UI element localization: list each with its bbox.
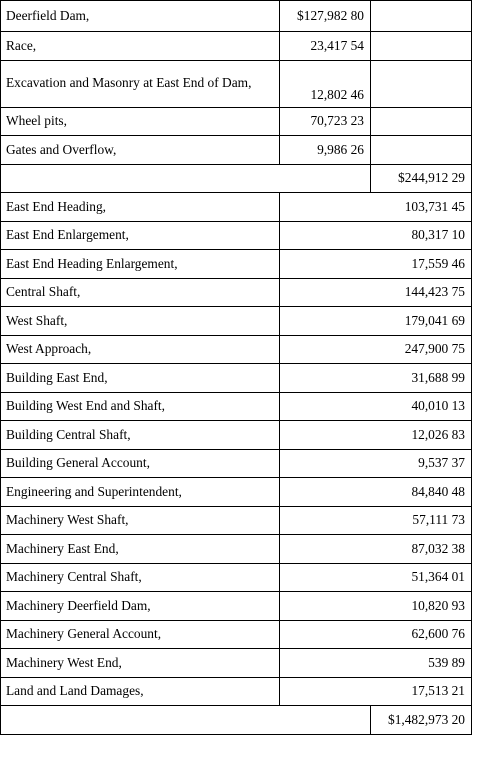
item-label: Land and Land Damages,	[1, 677, 280, 706]
table-row	[1, 107, 472, 136]
item-label: Wheel pits,	[1, 107, 280, 136]
item-amount: 12,802 46	[280, 60, 371, 107]
table-row	[1, 449, 472, 478]
item-label: Race,	[1, 32, 280, 61]
table-row	[1, 136, 472, 165]
empty-cell	[371, 60, 472, 107]
item-label: East End Heading Enlargement,	[1, 250, 280, 279]
subtotal-amount: $244,912 29	[371, 164, 472, 193]
empty-cell	[371, 32, 472, 61]
item-label: Machinery General Account,	[1, 620, 280, 649]
item-amount: 40,010 13	[280, 392, 472, 421]
table-row	[1, 592, 472, 621]
item-label: East End Heading,	[1, 193, 280, 222]
item-amount: 10,820 93	[280, 592, 472, 621]
item-amount: 87,032 38	[280, 535, 472, 564]
table-row	[1, 677, 472, 706]
item-amount: 70,723 23	[280, 107, 371, 136]
item-amount: 31,688 99	[280, 364, 472, 393]
table-row	[1, 478, 472, 507]
item-amount: 51,364 01	[280, 563, 472, 592]
table-row	[1, 506, 472, 535]
table-row	[1, 278, 472, 307]
item-amount: 80,317 10	[280, 221, 472, 250]
item-label: Building East End,	[1, 364, 280, 393]
table-row	[1, 32, 472, 61]
subtotal-row	[1, 164, 472, 193]
table-row	[1, 250, 472, 279]
expenditure-table-body	[1, 1, 472, 735]
item-label: Engineering and Superintendent,	[1, 478, 280, 507]
item-amount: 179,041 69	[280, 307, 472, 336]
item-amount: 57,111 73	[280, 506, 472, 535]
item-label: Machinery Central Shaft,	[1, 563, 280, 592]
item-amount: 144,423 75	[280, 278, 472, 307]
item-label: Gates and Overflow,	[1, 136, 280, 165]
item-label: Building West End and Shaft,	[1, 392, 280, 421]
table-row	[1, 649, 472, 678]
item-amount: 62,600 76	[280, 620, 472, 649]
item-label: Central Shaft,	[1, 278, 280, 307]
item-label: Excavation and Masonry at East End of Dam,	[1, 60, 280, 107]
item-label: East End Enlargement,	[1, 221, 280, 250]
item-label: West Shaft,	[1, 307, 280, 336]
item-label: West Approach,	[1, 335, 280, 364]
table-row	[1, 1, 472, 32]
table-row	[1, 563, 472, 592]
item-amount: 12,026 83	[280, 421, 472, 450]
item-amount: 9,986 26	[280, 136, 371, 165]
item-amount: 23,417 54	[280, 32, 371, 61]
empty-cell	[1, 706, 371, 735]
item-label: Building General Account,	[1, 449, 280, 478]
item-label: Machinery East End,	[1, 535, 280, 564]
table-row	[1, 535, 472, 564]
table-row	[1, 60, 472, 107]
empty-cell	[371, 107, 472, 136]
table-row	[1, 392, 472, 421]
item-amount: 17,559 46	[280, 250, 472, 279]
item-label: Machinery Deerfield Dam,	[1, 592, 280, 621]
empty-cell	[1, 164, 371, 193]
table-row	[1, 364, 472, 393]
table-row	[1, 421, 472, 450]
item-amount: 84,840 48	[280, 478, 472, 507]
table-row	[1, 307, 472, 336]
item-label: Deerfield Dam,	[1, 1, 280, 32]
item-amount: 9,537 37	[280, 449, 472, 478]
empty-cell	[371, 136, 472, 165]
table-row	[1, 335, 472, 364]
grand-total-amount: $1,482,973 20	[371, 706, 472, 735]
table-row	[1, 193, 472, 222]
item-amount: 17,513 21	[280, 677, 472, 706]
item-label: Machinery West End,	[1, 649, 280, 678]
item-amount: 103,731 45	[280, 193, 472, 222]
item-amount: 539 89	[280, 649, 472, 678]
item-amount: 247,900 75	[280, 335, 472, 364]
table-row	[1, 221, 472, 250]
item-amount: $127,982 80	[280, 1, 371, 32]
empty-cell	[371, 1, 472, 32]
grand-total-row	[1, 706, 472, 735]
item-label: Machinery West Shaft,	[1, 506, 280, 535]
table-row	[1, 620, 472, 649]
item-label: Building Central Shaft,	[1, 421, 280, 450]
